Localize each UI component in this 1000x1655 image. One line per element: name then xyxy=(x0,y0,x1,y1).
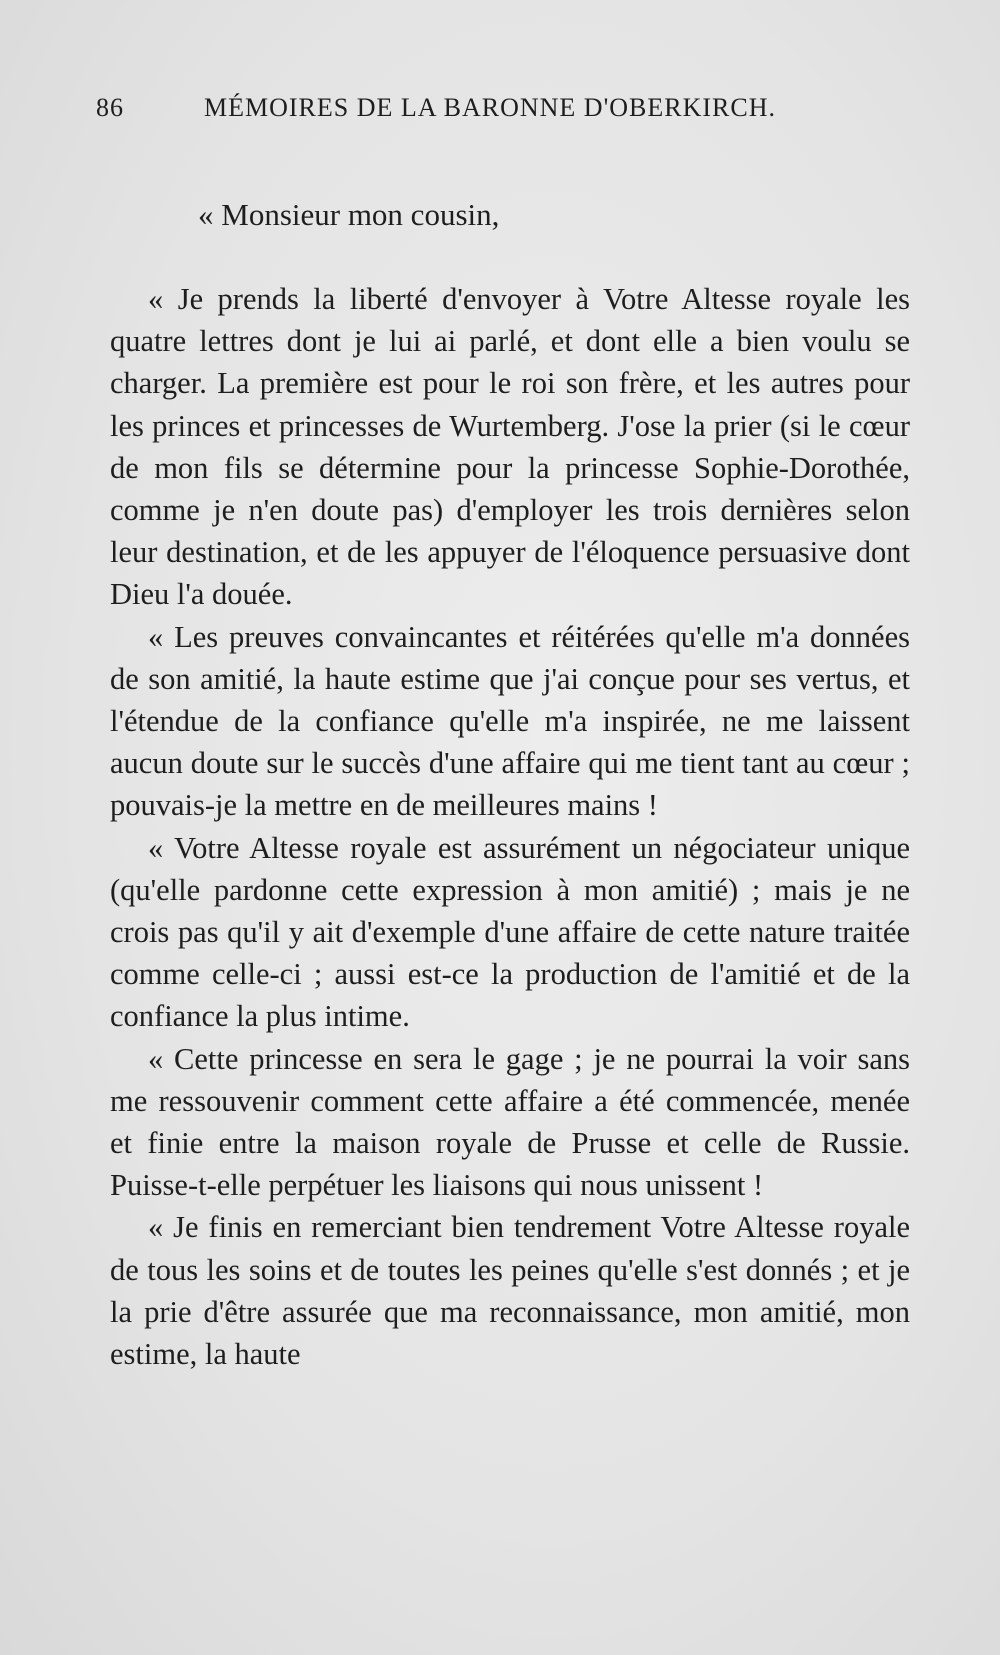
paragraph: « Je prends la liberté d'envoyer à Votre Altesse royale les quatre lettres dont je lui ai parlé, et dont elle a bien voulu se charger. La première est pour le roi son frère, et les autres pour les princes et princesses de Wurtemberg. J'ose la prier (si le cœur de mon fils se détermine pour la princesse Sophie-Dorothée, comme je n'en doute pas) d'employer les trois dernières selon leur destination, et de les appuyer de l'éloquence persuasive dont Dieu l'a douée. xyxy=(110,282,910,612)
paragraph: « Votre Altesse royale est assurément un négociateur unique (qu'elle pardonne cette expression à mon amitié) ; mais je ne crois pas qu'il y ait d'exemple d'une affaire de cette nature traitée comme celle-ci ; aussi est-ce la production de l'amitié et de la confiance la plus intime. xyxy=(110,830,910,1034)
paragraph: « Cette princesse en sera le gage ; je ne pourrai la voir sans me ressouvenir comment cette affaire a été commencée, menée et finie entre la maison royale de Prusse et celle de Russie. Puisse-t-elle perpétuer les liaisons qui nous unissent ! xyxy=(110,1041,910,1203)
letter-body xyxy=(110,278,910,1375)
page-number: 86 xyxy=(96,93,124,122)
running-head xyxy=(96,88,876,128)
paragraph: « Je finis en remerciant bien tendrement Votre Altesse royale de tous les soins et de toutes les peines qu'elle s'est donnés ; et je la prie d'être assurée que ma reconnaissance, mon amitié, mon estime, la haute xyxy=(110,1210,910,1372)
paragraph: « Les preuves convaincantes et réitérées qu'elle m'a données de son amitié, la haute estime que j'ai conçue pour ses vertus, et l'étendue de la confiance qu'elle m'a inspirée, ne me laissent aucun doute sur le succès d'une affaire qui me tient tant au cœur ; pouvais-je la mettre en de meilleures mains ! xyxy=(110,619,910,823)
running-title: MÉMOIRES DE LA BARONNE D'OBERKIRCH. xyxy=(204,93,776,122)
letter-salutation: « Monsieur mon cousin, xyxy=(198,197,500,232)
